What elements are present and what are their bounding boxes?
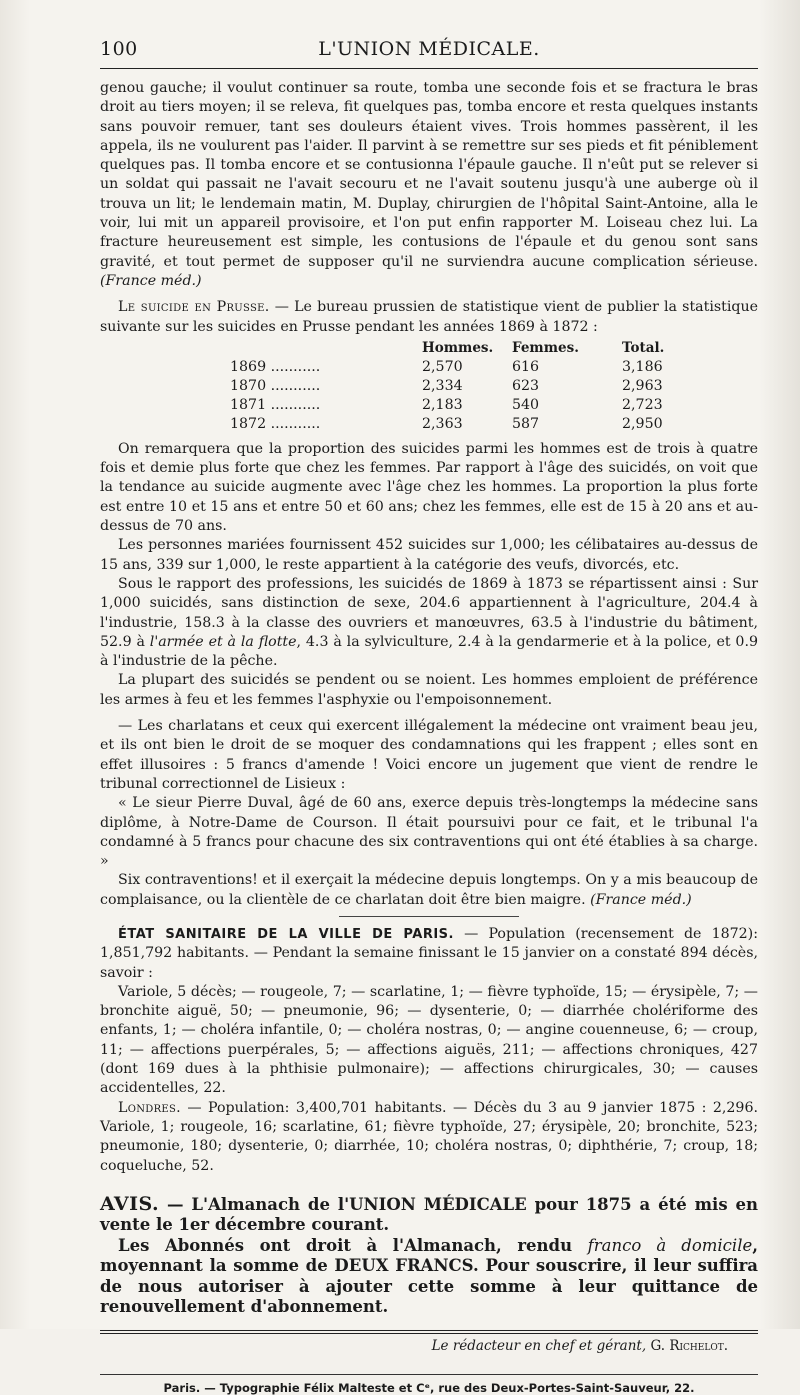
londres-paragraph <box>100 1099 758 1176</box>
page-number: 100 <box>100 38 138 60</box>
charlatans-paragraph-1: — Les charlatans et ceux qui exercent illégalement la médecine ont vraiment beau jeu, et ils ont bien le droit de se moquer des condamnations qui les frappent ; elles sont en effet illusoires : 5 francs d'amende ! Voici encore un jugement que vient de rendre le tribunal correctionnel de Lisieux : <box>100 718 758 792</box>
suicide-p3-em: l'armée et à la flotte <box>149 633 297 650</box>
row-dots: ........... <box>266 415 321 432</box>
section-divider <box>339 916 519 917</box>
col-femmes: Femmes. <box>512 339 579 356</box>
etat-intro: — Population (recensement de 1872): 1,851,792 habitants. — Pendant la semaine finissant le 15 janvier on a constaté 894 décès, savoir : <box>100 925 758 981</box>
table-header-row <box>230 339 664 358</box>
charlatans-p3-text: Six contraventions! et il exerçait la médecine depuis longtemps. On y a mis beaucoup de complaisance, ou la clientèle de ce charlatan doit être bien maigre. <box>100 872 758 908</box>
col-hommes: Hommes. <box>422 339 494 356</box>
avis-paragraph-2 <box>100 1236 758 1318</box>
row-year: 1871 <box>230 396 267 413</box>
row-femmes: 587 <box>512 415 540 432</box>
row-femmes: 540 <box>512 396 540 413</box>
table-row <box>230 396 664 415</box>
accident-source: (France méd.) <box>100 272 202 289</box>
row-hommes: 2,334 <box>422 377 463 394</box>
londres-text: — Population: 3,400,701 habitants. — Décès du 3 au 9 janvier 1875 : 2,296. Variole, 1; rougeole, 16; scarlatine, 61; fièvre typhoïde, 27; érysipèle, 20; bronchite, 523; pneumonie, 180; dysenterie, 0; diarrhée, 10; choléra nostras, 0; diphthérie, 7; croup, 18; coqueluche, 52. <box>100 1099 758 1174</box>
accident-text: genou gauche; il voulut continuer sa route, tomba une seconde fois et se fractura le bras droit au tiers moyen; il se releva, fit quelques pas, tomba encore et resta quelques instants sans pouvoir remuer, tant ses douleurs étaient vives. Trois hommes passèrent, il les appela, ils ne voulurent pas l'aider. Il parvint à se remettre sur ses pieds et fit péniblement quelques pas. Il tomba encore et se contusionna l'épaule gauche. Il n'eût put se relever si un soldat qui passait ne l'avait secouru et ne l'avait soutenu jusqu'à une auberge où il trouva un lit; le lendemain matin, M. Duplay, chirurgien de l'hôpital Saint-Antoine, alla le voir, lui mit un appareil provisoire, et l'on put enfin rapporter M. Loiseau chez lui. La fracture heureusement est simple, les contusions de l'épaule et du genou sont sans gravité, et tout permet de supposer qu'il ne surviendra aucune complication sérieuse. <box>100 80 758 270</box>
charlatans-source: (France méd.) <box>590 891 692 908</box>
suicide-intro-paragraph <box>100 298 758 337</box>
row-hommes: 2,570 <box>422 358 463 375</box>
avis-text-2a: Les Abonnés ont droit à l'Almanach, rendu <box>118 1235 588 1255</box>
suicide-heading: Le suicide en Prusse. <box>118 299 270 316</box>
suicide-paragraph-1: On remarquera que la proportion des suicides parmi les hommes est de trois à quatre fois et demie plus forte que chez les femmes. Par rapport à l'âge des suicidés, on voit que la tendance au suicide augmente avec l'âge chez les hommes. La proportion la plus forte est entre 10 et 15 ans et entre 50 et 60 ans; chez les femmes, elle est de 15 à 20 ans et au-dessus de 70 ans. <box>100 440 758 535</box>
row-year: 1869 <box>230 358 267 375</box>
row-hommes: 2,363 <box>422 415 463 432</box>
printer-imprint: Paris. — Typographie Félix Malteste et Cᵉ, rue des Deux-Portes-Saint-Sauveur, 22. <box>100 1374 758 1395</box>
table-row <box>230 358 664 377</box>
suicide-paragraph-3 <box>100 575 758 671</box>
avis-label: AVIS. <box>100 1192 160 1215</box>
row-total: 2,723 <box>622 396 663 413</box>
etat-intro-paragraph <box>100 925 758 983</box>
row-femmes: 616 <box>512 358 540 375</box>
row-year: 1872 <box>230 415 267 432</box>
suicide-p3-b: , 4.3 à la sylviculture, 2.4 à la gendarmerie et à la police, et 0.9 à l'industrie de la pêche. <box>100 633 758 670</box>
avis-text-2b: , moyennant la somme de DEUX FRANCS. Pour souscrire, il leur suffira de nous autoriser à ajouter cette somme à leur quittance de renouvellement d'abonnement. <box>100 1235 758 1317</box>
suicide-paragraph-2: Les personnes mariées fournissent 452 suicides sur 1,000; les célibataires au-dessus de 15 ans, 339 sur 1,000, le reste appartient à la catégorie des veufs, divorcés, etc. <box>100 537 758 573</box>
londres-label: Londres. <box>118 1099 181 1116</box>
signature <box>100 1338 758 1354</box>
accident-paragraph <box>100 79 758 291</box>
table-row <box>230 377 664 396</box>
suicide-paragraph-4: La plupart des suicidés se pendent ou se noient. Les hommes emploient de préférence les armes à feu et les femmes l'asphyxie ou l'empoisonnement. <box>100 672 758 708</box>
row-dots: ........... <box>266 396 321 413</box>
row-hommes: 2,183 <box>422 396 463 413</box>
row-total: 2,950 <box>622 415 663 432</box>
avis-paragraph-1 <box>100 1194 758 1236</box>
suicide-p3-a: Sous le rapport des professions, les suicidés de 1869 à 1873 se répartissent ainsi : Sur 1,000 suicidés, sans distinction de sexe, 204.6 appartiennent à l'agriculture, 204.4 à l'industrie, 158.3 à la classe des ouvriers et manœuvres, 63.5 à l'industrie du bâtiment, 52.9 à <box>100 575 758 650</box>
suicide-table <box>230 339 664 434</box>
suicide-intro: — Le bureau prussien de statistique vient de publier la statistique suivante sur les suicides en Prusse pendant les années 1869 à 1872 : <box>100 299 758 335</box>
journal-title: L'UNION MÉDICALE. <box>318 38 540 60</box>
avis-text-2em: franco à domicile <box>587 1235 753 1255</box>
row-total: 2,963 <box>622 377 663 394</box>
row-year: 1870 <box>230 377 267 394</box>
etat-deaths-paragraph: Variole, 5 décès; — rougeole, 7; — scarlatine, 1; — fièvre typhoïde, 15; — érysipèle, 7; — bronchite aiguë, 50; — pneumonie, 96; — dysenterie, 0; — diarrhée cholériforme des enfants, 1; — choléra infantile, 0; — choléra nostras, 0; — angine couenneuse, 6; — croup, 11; — affections puerpérales, 5; — affections aiguës, 211; — affections chroniques, 427 (dont 169 dues à la phthisie pulmonaire); — affections chirurgicales, 30; — causes accidentelles, 22. <box>100 983 758 1097</box>
signature-name: G. Richelot. <box>650 1337 728 1354</box>
etat-title: ÉTAT SANITAIRE DE LA VILLE DE PARIS. <box>118 926 454 942</box>
row-total: 3,186 <box>622 358 663 375</box>
running-head <box>100 38 758 69</box>
closing-rule <box>100 1330 758 1334</box>
row-femmes: 623 <box>512 377 540 394</box>
charlatans-paragraph-2: « Le sieur Pierre Duval, âgé de 60 ans, exerce depuis très-longtemps la médecine sans diplôme, à Notre-Dame de Courson. Il était poursuivi pour ce fait, et le tribunal l'a condamné à 5 francs pour chacune des six contraventions qui ont été établies à sa charge. » <box>100 795 758 870</box>
row-dots: ........... <box>266 377 321 394</box>
row-dots: ........... <box>266 358 321 375</box>
avis-text-1: — L'Almanach de l'UNION MÉDICALE pour 1875 a été mis en vente le 1er décembre courant. <box>100 1194 758 1235</box>
avis-notice <box>100 1194 758 1318</box>
table-row <box>230 415 664 434</box>
col-total: Total. <box>622 339 665 356</box>
signature-role: Le rédacteur en chef et gérant, <box>431 1337 647 1354</box>
charlatans-paragraph-3 <box>100 871 758 910</box>
